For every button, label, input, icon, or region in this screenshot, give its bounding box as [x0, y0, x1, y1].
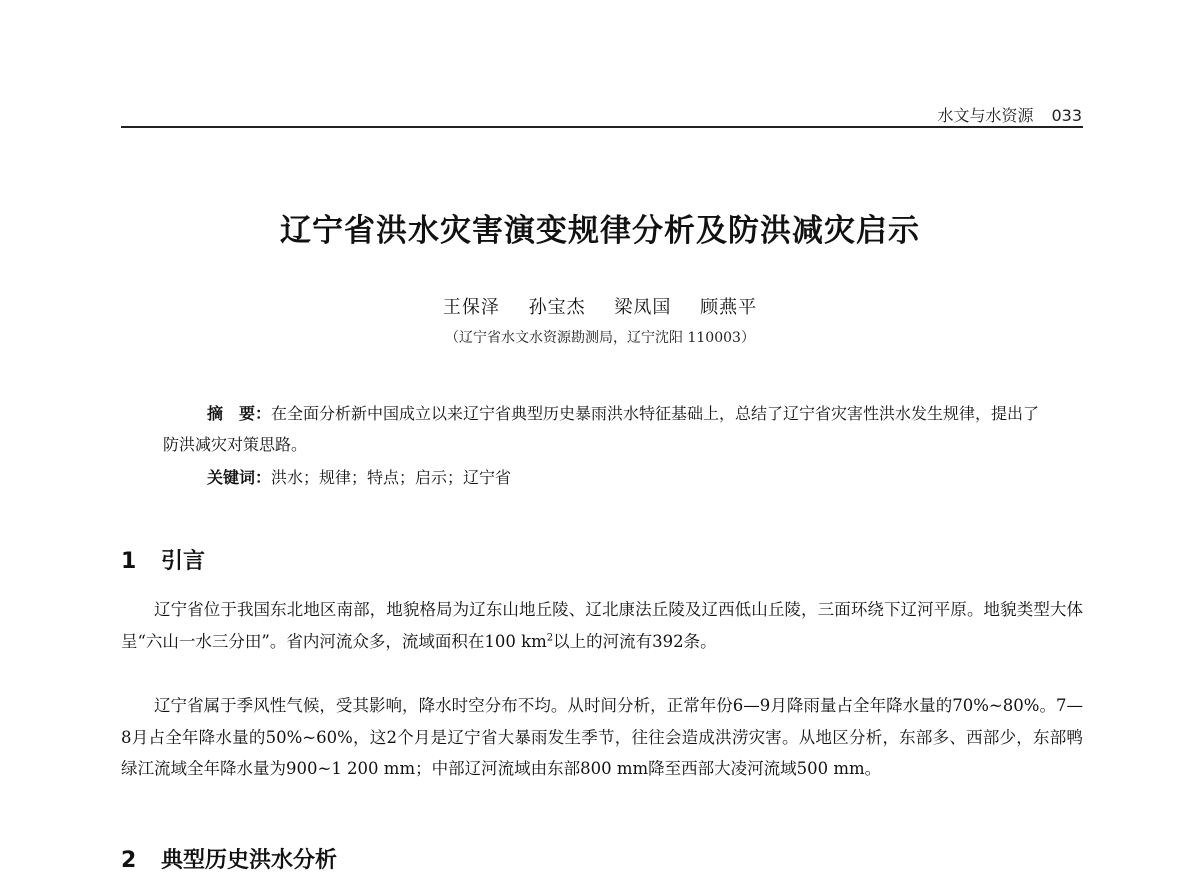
- keywords-text: 洪水；规律；特点；启示；辽宁省: [271, 468, 512, 487]
- paragraph: 辽宁省属于季风性气候，受其影响，降水时空分布不均。从时间分析，正常年份6—9月降雨量占全年降水量的70%~80%。7—8月占全年降水量的50%~60%，这2个月是辽宁省大暴雨发生季节，往往会造成洪涝灾害。从地区分析，东部多、西部少，东部鸭绿江流域全年降水量为900~1 200 mm；中部辽河流域由东部800 mm降至西部大凌河流域500 mm。: [121, 696, 1083, 778]
- abstract-indent: [163, 404, 207, 423]
- affiliation: （辽宁省水文水资源勘测局，辽宁沈阳 110003）: [445, 330, 755, 346]
- section-heading-historical-floods: [121, 843, 337, 874]
- keywords: [207, 462, 511, 493]
- abstract: [163, 398, 1043, 460]
- authors: 王保泽 孙宝杰 梁凤国 顾燕平: [442, 297, 758, 318]
- keywords-label: 关键词：: [207, 468, 272, 487]
- header-rule: [121, 126, 1083, 128]
- section-number: 1: [121, 549, 137, 574]
- paragraph-text: 以上的河流有392条。: [553, 631, 717, 651]
- abstract-text: 在全面分析新中国成立以来辽宁省典型历史暴雨洪水特征基础上，总结了辽宁省灾害性洪水发生规律，提出了防洪减灾对策思路。: [163, 404, 1040, 454]
- paper-title: 辽宁省洪水灾害演变规律分析及防洪减灾启示: [280, 213, 920, 249]
- page-number: 033: [1051, 106, 1082, 125]
- section-title: 典型历史洪水分析: [161, 848, 338, 873]
- section-heading-introduction: [121, 544, 205, 575]
- running-head: [937, 103, 1082, 126]
- paragraph: [121, 594, 1083, 657]
- journal-name: 水文与水资源: [937, 106, 1034, 125]
- superscript: 2: [546, 632, 554, 643]
- intro-paragraph-1: [121, 594, 1083, 657]
- section-number: 2: [121, 848, 137, 873]
- paragraph-text: 辽宁省位于我国东北地区南部，地貌格局为辽东山地丘陵、辽北康法丘陵及辽西低山丘陵，三面环绕下辽河平原。地貌类型大体呈“六山一水三分田”。省内河流众多，流域面积在100 km: [121, 600, 1083, 651]
- abstract-label: 摘 要：: [207, 404, 272, 423]
- section-title: 引言: [161, 549, 206, 574]
- intro-paragraph-2: [121, 690, 1083, 785]
